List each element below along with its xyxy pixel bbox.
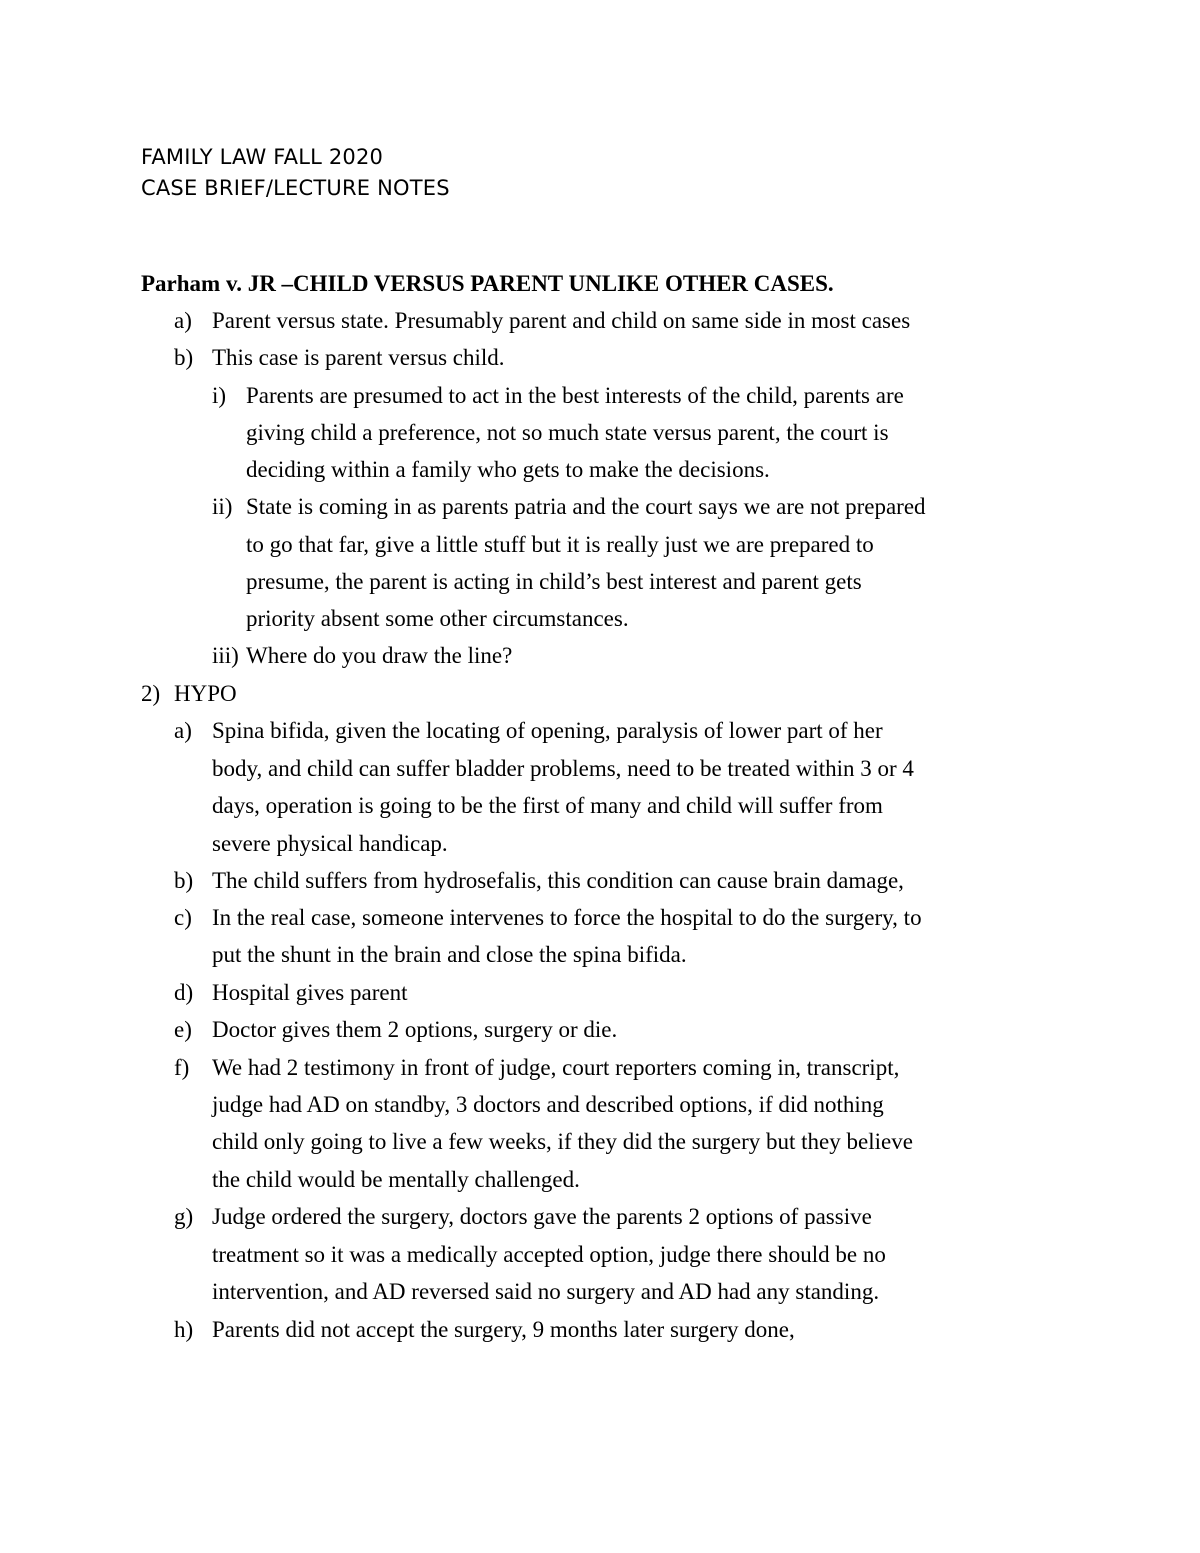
- list-marker: a): [174, 308, 192, 333]
- list-marker: b): [174, 868, 194, 893]
- list-marker: e): [174, 1017, 192, 1042]
- list-item-text: days, operation is going to be the first of many and child will suffer from: [212, 793, 883, 818]
- list-item-text: the child would be mentally challenged.: [212, 1167, 580, 1192]
- sublist-marker: iii): [212, 643, 239, 668]
- list-marker: f): [174, 1055, 190, 1080]
- list-marker: c): [174, 905, 192, 930]
- section-title: HYPO: [174, 681, 237, 706]
- list-marker: a): [174, 718, 192, 743]
- sublist-item-text: Parents are presumed to act in the best interests of the child, parents are: [246, 383, 904, 408]
- sublist-item-text: Where do you draw the line?: [246, 643, 513, 668]
- list-marker: b): [174, 345, 194, 370]
- sublist-marker: ii): [212, 494, 233, 519]
- sublist-item-text: State is coming in as parents patria and the court says we are not prepared: [246, 494, 926, 519]
- sublist-item-text: giving child a preference, not so much state versus parent, the court is: [246, 420, 889, 445]
- list-item-text: put the shunt in the brain and close the spina bifida.: [212, 942, 687, 967]
- list-item-text: Doctor gives them 2 options, surgery or die.: [212, 1017, 618, 1042]
- list-item-text: Judge ordered the surgery, doctors gave the parents 2 options of passive: [212, 1204, 872, 1229]
- list-item-text: intervention, and AD reversed said no surgery and AD had any standing.: [212, 1279, 880, 1304]
- course-title: FAMILY LAW FALL 2020: [141, 145, 384, 169]
- list-item-text: Parents did not accept the surgery, 9 months later surgery done,: [212, 1317, 795, 1342]
- sublist-item-text: presume, the parent is acting in child’s best interest and parent gets: [246, 569, 862, 594]
- list-marker: g): [174, 1204, 194, 1229]
- list-item-text: Hospital gives parent: [212, 980, 408, 1005]
- section-marker: 2): [141, 681, 161, 706]
- list-item-text: treatment so it was a medically accepted option, judge there should be no: [212, 1242, 886, 1267]
- list-item-text: child only going to live a few weeks, if they did the surgery but they believe: [212, 1129, 913, 1154]
- list-marker: d): [174, 980, 194, 1005]
- case-heading: Parham v. JR –CHILD VERSUS PARENT UNLIKE OTHER CASES.: [141, 271, 834, 296]
- sublist-marker: i): [212, 383, 227, 408]
- list-item-text: severe physical handicap.: [212, 831, 448, 856]
- list-item-text: This case is parent versus child.: [212, 345, 505, 370]
- list-item-text: Parent versus state. Presumably parent and child on same side in most cases: [212, 308, 911, 333]
- sublist-item-text: deciding within a family who gets to make the decisions.: [246, 457, 770, 482]
- list-item-text: In the real case, someone intervenes to force the hospital to do the surgery, to: [212, 905, 922, 930]
- list-item-text: body, and child can suffer bladder problems, need to be treated within 3 or 4: [212, 756, 914, 781]
- sublist-item-text: priority absent some other circumstances.: [246, 606, 629, 631]
- sublist-item-text: to go that far, give a little stuff but it is really just we are prepared to: [246, 532, 874, 557]
- document-subtitle: CASE BRIEF/LECTURE NOTES: [141, 176, 450, 200]
- list-marker: h): [174, 1317, 194, 1342]
- list-item-text: We had 2 testimony in front of judge, court reporters coming in, transcript,: [212, 1055, 900, 1080]
- list-item-text: Spina bifida, given the locating of opening, paralysis of lower part of her: [212, 718, 883, 743]
- list-item-text: judge had AD on standby, 3 doctors and described options, if did nothing: [212, 1092, 884, 1117]
- list-item-text: The child suffers from hydrosefalis, this condition can cause brain damage,: [212, 868, 904, 893]
